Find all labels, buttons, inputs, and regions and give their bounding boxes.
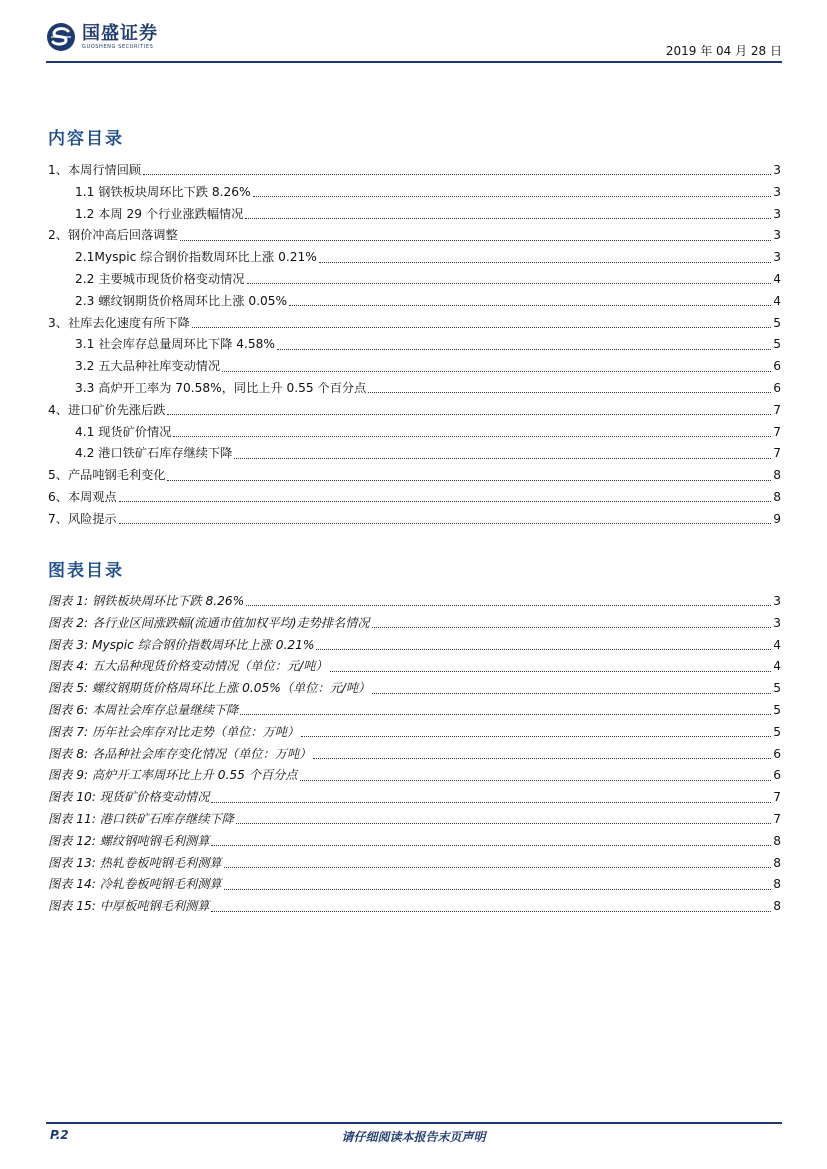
brand-logo [46, 22, 158, 52]
toc-entry-label: 7、风险提示 [48, 511, 117, 526]
figure-entry[interactable] [48, 896, 781, 918]
dot-leader [180, 230, 771, 241]
page-header [46, 22, 782, 62]
dot-leader [372, 683, 771, 694]
figure-entry[interactable] [48, 853, 781, 875]
figure-entry-label: 图表 15: 中厚板吨钢毛利测算 [48, 899, 210, 914]
dot-leader [236, 813, 771, 824]
toc-entry[interactable] [48, 225, 781, 247]
header-divider [46, 61, 782, 63]
toc-entry-page: 3 [773, 228, 781, 243]
figure-entry-page: 5 [773, 724, 781, 739]
figure-entry-label: 图表 10: 现货矿价格变动情况 [48, 790, 210, 805]
toc-entry-label: 2.1Myspic 综合钢价指数周环比上涨 0.21% [75, 250, 317, 265]
dot-leader [143, 164, 771, 175]
toc-entry[interactable] [48, 509, 781, 531]
dot-leader [119, 491, 771, 502]
figure-entry[interactable] [48, 722, 781, 744]
dot-leader [301, 726, 771, 737]
toc-entry-page: 6 [773, 359, 781, 374]
figure-entry[interactable] [48, 656, 781, 678]
toc-entry[interactable] [48, 182, 781, 204]
brand-name: 国盛证券 [82, 22, 158, 44]
dot-leader [234, 448, 771, 459]
figure-entry[interactable] [48, 874, 781, 896]
dot-leader [167, 404, 771, 415]
dot-leader [368, 382, 771, 393]
figures-list [48, 591, 781, 918]
toc-entry[interactable] [48, 291, 781, 313]
dot-leader [319, 252, 771, 263]
toc-entry-label: 4.1 现货矿价情况 [75, 424, 172, 439]
toc-entry-label: 5、产品吨钢毛利变化 [48, 468, 166, 483]
figure-entry-page: 7 [773, 790, 781, 805]
toc-entry-page: 3 [773, 250, 781, 265]
toc-entry-page: 9 [773, 511, 781, 526]
dot-leader [224, 857, 771, 868]
figure-entry-page: 4 [773, 637, 781, 652]
figure-entry-page: 8 [773, 855, 781, 870]
toc-entry[interactable] [48, 334, 781, 356]
figure-entry[interactable] [48, 678, 781, 700]
page-number: P.2 [50, 1128, 69, 1142]
toc-entry-label: 3.1 社会库存总量周环比下降 4.58% [75, 337, 275, 352]
figure-entry[interactable] [48, 809, 781, 831]
figure-entry-label: 图表 6: 本周社会库存总量继续下降 [48, 702, 239, 717]
toc-entry-page: 8 [773, 468, 781, 483]
dot-leader [247, 273, 771, 284]
dot-leader [289, 295, 771, 306]
toc-entry-page: 7 [773, 402, 781, 417]
figure-entry-label: 图表 4: 五大品种现货价格变动情况（单位：元/吨） [48, 659, 328, 674]
toc-entry-page: 3 [773, 163, 781, 177]
figure-entry-label: 图表 1: 钢铁板块周环比下跌 8.26% [48, 594, 245, 608]
footer-disclaimer: 请仔细阅读本报告末页声明 [341, 1130, 486, 1144]
figure-entry-label: 图表 13: 热轧卷板吨钢毛利测算 [48, 855, 222, 870]
figure-entry-label: 图表 11: 港口铁矿石库存继续下降 [48, 811, 234, 826]
toc-entry-label: 1.2 本周 29 个行业涨跌幅情况 [75, 206, 244, 221]
toc-entry[interactable] [48, 247, 781, 269]
dot-leader [246, 595, 771, 606]
toc-entry[interactable] [48, 400, 781, 422]
toc-entry-page: 8 [773, 489, 781, 504]
toc-entry-page: 4 [773, 293, 781, 308]
toc-entry-label: 3.3 高炉开工率为 70.58%，同比上升 0.55 个百分点 [75, 380, 367, 395]
dot-leader [119, 513, 771, 524]
figure-entry-label: 图表 14: 冷轧卷板吨钢毛利测算 [48, 877, 222, 892]
figure-entry[interactable] [48, 744, 781, 766]
figure-entry[interactable] [48, 787, 781, 809]
guosheng-logo-icon [46, 22, 76, 52]
dot-leader [277, 339, 771, 350]
toc-entry-page: 7 [773, 424, 781, 439]
toc-entry[interactable] [48, 356, 781, 378]
dot-leader [253, 186, 771, 197]
dot-leader [222, 361, 771, 372]
figure-entry-page: 8 [773, 877, 781, 892]
toc-entry[interactable] [48, 443, 781, 465]
figure-entry-page: 3 [773, 594, 781, 608]
toc-entry-label: 2.3 螺纹钢期货价格周环比上涨 0.05% [75, 293, 288, 308]
toc-entry[interactable] [48, 487, 781, 509]
figure-entry-label: 图表 8: 各品种社会库存变化情况（单位：万吨） [48, 746, 312, 761]
toc-entry[interactable] [48, 422, 781, 444]
figure-entry-label: 图表 3: Myspic 综合钢价指数周环比上涨 0.21% [48, 637, 315, 652]
toc-title: 内容目录 [48, 129, 124, 149]
figure-entry-page: 6 [773, 746, 781, 761]
figure-entry-page: 5 [773, 702, 781, 717]
toc-entry-page: 7 [773, 446, 781, 461]
toc-list [48, 160, 781, 531]
toc-entry-label: 3、社库去化速度有所下降 [48, 315, 190, 330]
dot-leader [300, 770, 772, 781]
figure-entry-label: 图表 12: 螺纹钢吨钢毛利测算 [48, 833, 210, 848]
report-date: 2019 年 04 月 28 日 [665, 44, 782, 58]
toc-entry[interactable] [48, 204, 781, 226]
toc-entry-label: 3.2 五大品种社库变动情况 [75, 359, 221, 374]
figure-entry-label: 图表 7: 历年社会库存对比走势（单位：万吨） [48, 724, 300, 739]
toc-entry[interactable] [48, 465, 781, 487]
brand-name-en: GUOSHENG SECURITIES [82, 43, 154, 50]
dot-leader [167, 470, 771, 481]
dot-leader [211, 901, 771, 912]
toc-entry-page: 6 [773, 380, 781, 395]
toc-entry-label: 1.1 钢铁板块周环比下跌 8.26% [75, 184, 251, 199]
figure-entry-page: 6 [773, 768, 781, 783]
figure-entry[interactable] [48, 635, 781, 657]
footer-divider [46, 1122, 782, 1124]
toc-entry-label: 4.2 港口铁矿石库存继续下降 [75, 446, 233, 461]
dot-leader [316, 639, 771, 650]
dot-leader [211, 792, 771, 803]
toc-entry-page: 4 [773, 271, 781, 286]
figure-entry-label: 图表 2: 各行业区间涨跌幅(流通市值加权平均)走势排名情况 [48, 615, 370, 630]
dot-leader [240, 704, 771, 715]
figure-entry[interactable] [48, 591, 781, 613]
toc-entry-label: 6、本周观点 [48, 489, 117, 504]
figure-entry[interactable] [48, 831, 781, 853]
dot-leader [330, 661, 771, 672]
toc-entry-label: 2.2 主要城市现货价格变动情况 [75, 271, 245, 286]
figures-title: 图表目录 [48, 561, 124, 581]
figure-entry-page: 3 [773, 615, 781, 630]
figure-entry-label: 图表 5: 螺纹钢期货价格周环比上涨 0.05%（单位：元/吨） [48, 681, 371, 696]
figure-entry[interactable] [48, 613, 781, 635]
figure-entry[interactable] [48, 700, 781, 722]
figure-entry-page: 8 [773, 899, 781, 914]
dot-leader [192, 317, 771, 328]
figure-entry-page: 7 [773, 811, 781, 826]
figure-entry[interactable] [48, 765, 781, 787]
toc-entry[interactable] [48, 269, 781, 291]
figure-entry-page: 4 [773, 659, 781, 674]
toc-entry[interactable] [48, 313, 781, 335]
figure-entry-label: 图表 9: 高炉开工率周环比上升 0.55 个百分点 [48, 768, 298, 783]
figure-entry-page: 5 [773, 681, 781, 696]
dot-leader [173, 426, 771, 437]
toc-entry-page: 5 [773, 315, 781, 330]
toc-entry-label: 2、钢价冲高后回落调整 [48, 228, 178, 243]
dot-leader [313, 748, 771, 759]
toc-entry-page: 5 [773, 337, 781, 352]
dot-leader [245, 208, 771, 219]
toc-entry-page: 3 [773, 206, 781, 221]
toc-entry[interactable] [48, 378, 781, 400]
dot-leader [372, 617, 771, 628]
toc-entry-page: 3 [773, 184, 781, 199]
toc-entry-label: 1、本周行情回顾 [48, 163, 142, 177]
dot-leader [211, 835, 771, 846]
toc-entry-label: 4、进口矿价先涨后跌 [48, 402, 166, 417]
toc-entry[interactable] [48, 160, 781, 182]
figure-entry-page: 8 [773, 833, 781, 848]
dot-leader [224, 879, 771, 890]
